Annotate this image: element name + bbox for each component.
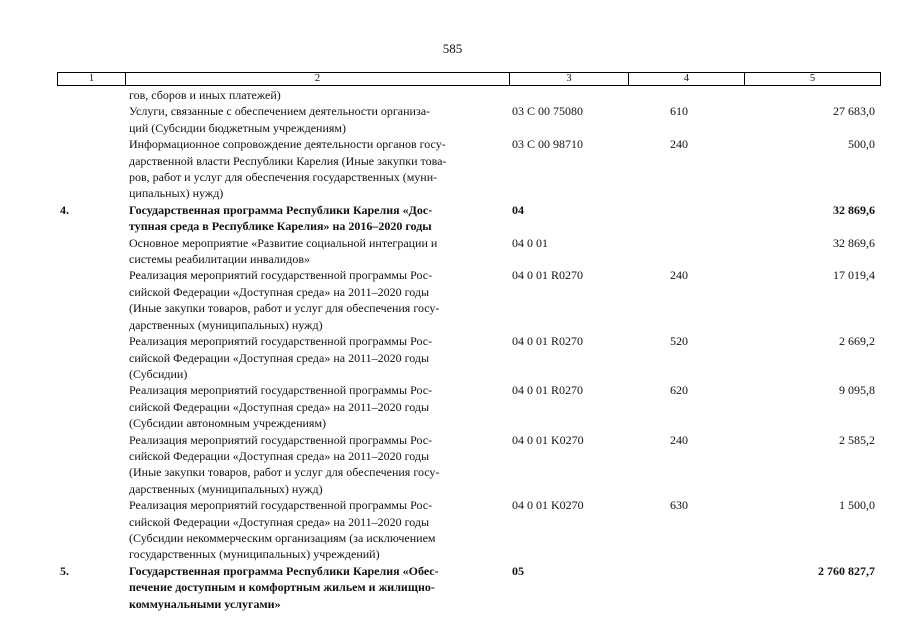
description-line: гов, сборов и иных платежей)	[129, 88, 281, 102]
description-line: ций (Субсидии бюджетным учреждениям)	[129, 120, 346, 135]
row-description	[129, 382, 495, 431]
description-line: государственных (муниципальных) учреждений)	[129, 547, 380, 562]
row-description	[129, 267, 495, 333]
description-line: (Субсидии некоммерческим организациям (за исключением	[129, 530, 436, 545]
description-line: Основное мероприятие «Развитие социальной интеграции и	[129, 235, 438, 250]
table-row	[0, 103, 905, 136]
description-line: коммунальными услугами»	[129, 596, 281, 611]
target-article-code: 04	[512, 202, 524, 217]
description-line: сийской Федерации «Доступная среда» на 2011–2020 годы	[129, 448, 430, 463]
table-row	[0, 563, 905, 612]
row-description	[129, 497, 495, 563]
table-row	[0, 382, 905, 431]
row-description	[129, 235, 495, 268]
description-line: Реализация мероприятий государственной программы Рос-	[129, 268, 433, 283]
description-line: Реализация мероприятий государственной программы Рос-	[129, 432, 433, 447]
expense-type-code: 240	[670, 268, 688, 283]
column-header-1: 1	[58, 73, 126, 86]
description-line: Реализация мероприятий государственной программы Рос-	[129, 383, 433, 398]
description-line: Государственная программа Республики Карелия «Дос-	[129, 202, 433, 217]
row-description	[129, 136, 495, 202]
description-line: системы реабилитации инвалидов»	[129, 252, 310, 267]
description-line: (Иные закупки товаров, работ и услуг для обеспечения госу-	[129, 465, 440, 480]
description-line: сийской Федерации «Доступная среда» на 2011–2020 годы	[129, 514, 430, 529]
column-header-row	[58, 73, 881, 86]
description-line: сийской Федерации «Доступная среда» на 2011–2020 годы	[129, 284, 430, 299]
target-article-code: 04 0 01 R0270	[512, 383, 584, 398]
description-line: ров, работ и услуг для обеспечения государственных (муни-	[129, 170, 438, 185]
description-line: (Субсидии)	[129, 366, 188, 381]
table-row	[0, 87, 905, 103]
table-row	[0, 235, 905, 268]
target-article-code: 03 С 00 75080	[512, 104, 584, 119]
row-description	[129, 563, 495, 612]
description-line: дарственной власти Республики Карелия (Иные закупки това-	[129, 153, 447, 168]
page-number: 585	[442, 41, 463, 56]
table-row	[0, 202, 905, 235]
description-line: (Субсидии автономным учреждениям)	[129, 416, 327, 431]
expense-type-code: 630	[670, 498, 688, 513]
target-article-code: 04 0 01 K0270	[512, 498, 584, 513]
amount: 32 869,6	[833, 202, 875, 217]
table-row	[0, 136, 905, 202]
description-line: Реализация мероприятий государственной программы Рос-	[129, 334, 433, 349]
amount: 27 683,0	[833, 104, 875, 119]
description-line: Услуги, связанные с обеспечением деятельности организа-	[129, 104, 431, 119]
column-header-5: 5	[745, 73, 881, 86]
description-line: тупная среда в Республике Карелия» на 2016–2020 годы	[129, 219, 432, 234]
target-article-code: 05	[512, 563, 524, 578]
column-header-table	[57, 72, 881, 86]
description-line: дарственных (муниципальных) нужд)	[129, 317, 323, 332]
description-line: дарственных (муниципальных) нужд)	[129, 481, 323, 496]
column-header-2: 2	[126, 73, 510, 86]
target-article-code: 04 0 01	[512, 235, 548, 250]
description-line: ципальных) нужд)	[129, 186, 224, 201]
table-row	[0, 333, 905, 382]
amount: 2 760 827,7	[818, 563, 875, 578]
column-header-3: 3	[510, 73, 629, 86]
description-line: (Иные закупки товаров, работ и услуг для обеспечения госу-	[129, 301, 440, 316]
amount: 2 669,2	[839, 334, 875, 349]
row-description	[129, 87, 495, 103]
row-description	[129, 432, 495, 498]
target-article-code: 03 С 00 98710	[512, 137, 584, 152]
expense-type-code: 610	[670, 104, 688, 119]
description-line: печение доступным и комфортным жильем и жилищно-	[129, 580, 435, 595]
description-line: Реализация мероприятий государственной программы Рос-	[129, 498, 433, 513]
budget-table-body	[0, 87, 905, 612]
row-number: 5.	[60, 563, 69, 578]
amount: 9 095,8	[839, 383, 875, 398]
target-article-code: 04 0 01 R0270	[512, 334, 584, 349]
target-article-code: 04 0 01 R0270	[512, 268, 584, 283]
column-header-4: 4	[629, 73, 745, 86]
table-row	[0, 432, 905, 498]
expense-type-code: 620	[670, 383, 688, 398]
row-description	[129, 333, 495, 382]
description-line: Информационное сопровождение деятельности органов госу-	[129, 137, 446, 152]
row-description	[129, 202, 495, 235]
amount: 2 585,2	[839, 432, 875, 447]
amount: 32 869,6	[833, 235, 875, 250]
amount: 500,0	[848, 137, 875, 152]
table-row	[0, 497, 905, 563]
expense-type-code: 240	[670, 432, 688, 447]
amount: 17 019,4	[833, 268, 875, 283]
description-line: Государственная программа Республики Карелия «Обес-	[129, 563, 439, 578]
target-article-code: 04 0 01 K0270	[512, 432, 584, 447]
row-number: 4.	[60, 202, 69, 217]
table-row	[0, 267, 905, 333]
expense-type-code: 240	[670, 137, 688, 152]
description-line: сийской Федерации «Доступная среда» на 2011–2020 годы	[129, 350, 430, 365]
description-line: сийской Федерации «Доступная среда» на 2011–2020 годы	[129, 399, 430, 414]
row-description	[129, 103, 495, 136]
amount: 1 500,0	[839, 498, 875, 513]
expense-type-code: 520	[670, 334, 688, 349]
